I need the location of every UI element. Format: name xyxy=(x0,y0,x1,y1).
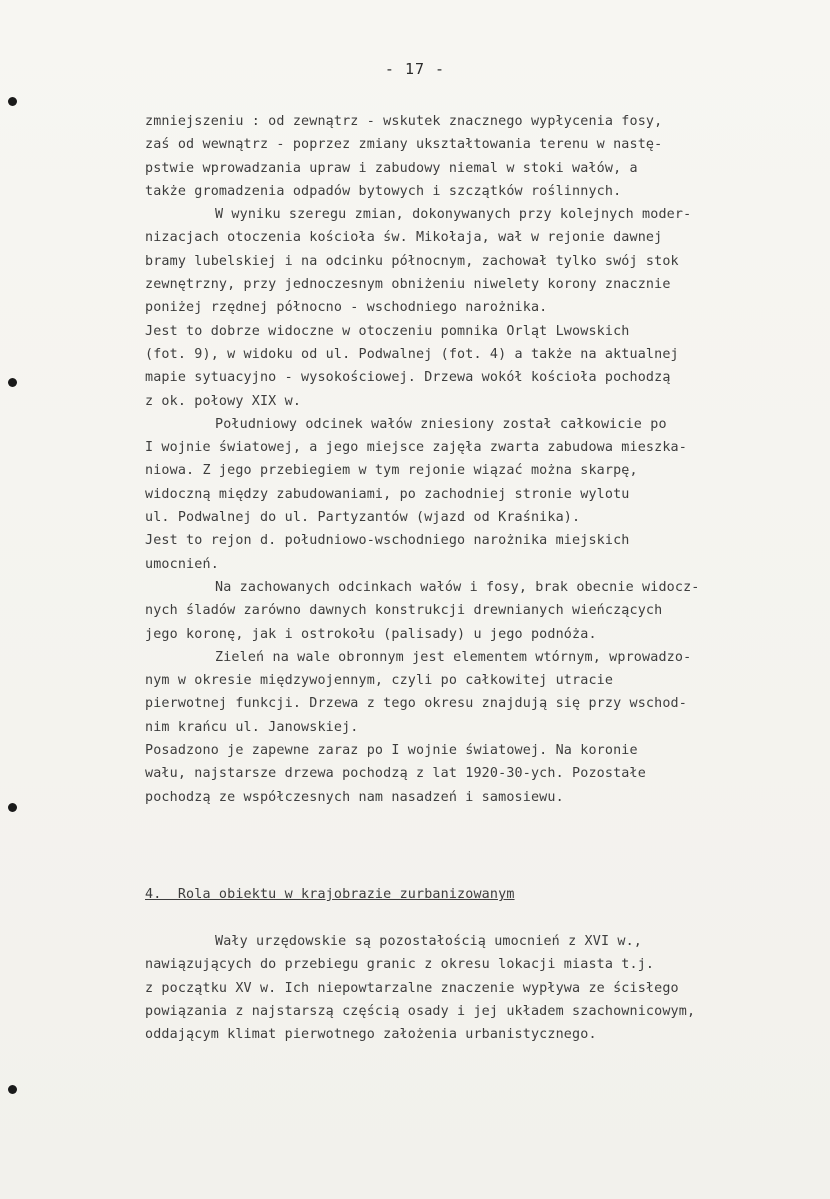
text-line: nym w okresie międzywojennym, czyli po całkowitej utracie xyxy=(145,673,614,689)
text-line: nizacjach otoczenia kościoła św. Mikołaja, wał w rejonie dawnej xyxy=(145,230,663,246)
text-line: umocnień. xyxy=(145,556,219,572)
text-line: Południowy odcinek wałów zniesiony został całkowicie po xyxy=(215,416,667,432)
text-line: z początku XV w. Ich niepowtarzalne znaczenie wypływa ze ścisłego xyxy=(145,980,679,996)
text-line: nych śladów zarówno dawnych konstrukcji drewnianych wieńczących xyxy=(145,603,663,619)
text-line: niowa. Z jego przebiegiem w tym rejonie wiązać można skarpę, xyxy=(145,463,638,479)
text-line: ul. Podwalnej do ul. Partyzantów (wjazd od Kraśnika). xyxy=(145,510,581,526)
text-line: widoczną między zabudowaniami, po zachodniej stronie wylotu xyxy=(145,486,630,502)
punch-hole xyxy=(8,97,17,106)
text-line: jego koronę, jak i ostrokołu (palisady) u jego podnóża. xyxy=(145,626,597,642)
text-line: zewnętrzny, przy jednoczesnym obniżeniu niwelety korony znacznie xyxy=(145,277,671,293)
text-line: W wyniku szeregu zmian, dokonywanych przy kolejnych moder- xyxy=(215,207,692,223)
text-line: nim krańcu ul. Janowskiej. xyxy=(145,719,359,735)
body-text-continued xyxy=(145,930,825,1046)
text-line: zmniejszeniu : od zewnątrz - wskutek znacznego wypłycenia fosy, xyxy=(145,114,663,129)
text-line: także gromadzenia odpadów bytowych i szczątków roślinnych. xyxy=(145,183,622,199)
text-line: wału, najstarsze drzewa pochodzą z lat 1920-30-ych. Pozostałe xyxy=(145,766,646,782)
text-line: zaś od wewnątrz - poprzez zmiany ukształtowania terenu w nastę- xyxy=(145,137,663,153)
text-line: bramy lubelskiej i na odcinku północnym, zachował tylko swój stok xyxy=(145,253,679,269)
text-line: poniżej rzędnej północno - wschodniego narożnika. xyxy=(145,300,548,316)
text-line: pstwie wprowadzania upraw i zabudowy niemal w stoki wałów, a xyxy=(145,160,638,176)
text-line: z ok. połowy XIX w. xyxy=(145,393,302,409)
text-line: Zieleń na wale obronnym jest elementem wtórnym, wprowadzo- xyxy=(215,649,692,665)
text-line: oddającym klimat pierwotnego założenia urbanistycznego. xyxy=(145,1027,597,1043)
text-line: I wojnie światowej, a jego miejsce zajęła zwarta zabudowa mieszka- xyxy=(145,440,687,456)
punch-hole xyxy=(8,803,17,812)
text-line: Jest to dobrze widoczne w otoczeniu pomnika Orląt Lwowskich xyxy=(145,323,630,339)
text-line: pierwotnej funkcji. Drzewa z tego okresu znajdują się przy wschod- xyxy=(145,696,687,712)
text-line: mapie sytuacyjno - wysokościowej. Drzewa wokół kościoła pochodzą xyxy=(145,370,671,386)
punch-hole xyxy=(8,378,17,387)
text-line: pochodzą ze współczesnych nam nasadzeń i samosiewu. xyxy=(145,789,564,805)
body-text xyxy=(145,110,820,809)
text-line: Wały urzędowskie są pozostałością umocnień z XVI w., xyxy=(215,934,643,949)
page-number: - 17 - xyxy=(384,60,446,78)
text-line: Na zachowanych odcinkach wałów i fosy, brak obecnie widocz- xyxy=(215,579,700,595)
punch-hole xyxy=(8,1085,17,1094)
section-heading: 4. Rola obiektu w krajobrazie zurbanizowanym xyxy=(145,887,515,902)
text-line: powiązania z najstarszą częścią osady i jej układem szachownicowym, xyxy=(145,1003,696,1019)
text-line: (fot. 9), w widoku od ul. Podwalnej (fot. 4) a także na aktualnej xyxy=(145,346,679,362)
text-line: nawiązujących do przebiegu granic z okresu lokacji miasta t.j. xyxy=(145,957,655,973)
text-line: Posadzono je zapewne zaraz po I wojnie światowej. Na koronie xyxy=(145,743,638,759)
text-line: Jest to rejon d. południowo-wschodniego narożnika miejskich xyxy=(145,533,630,549)
